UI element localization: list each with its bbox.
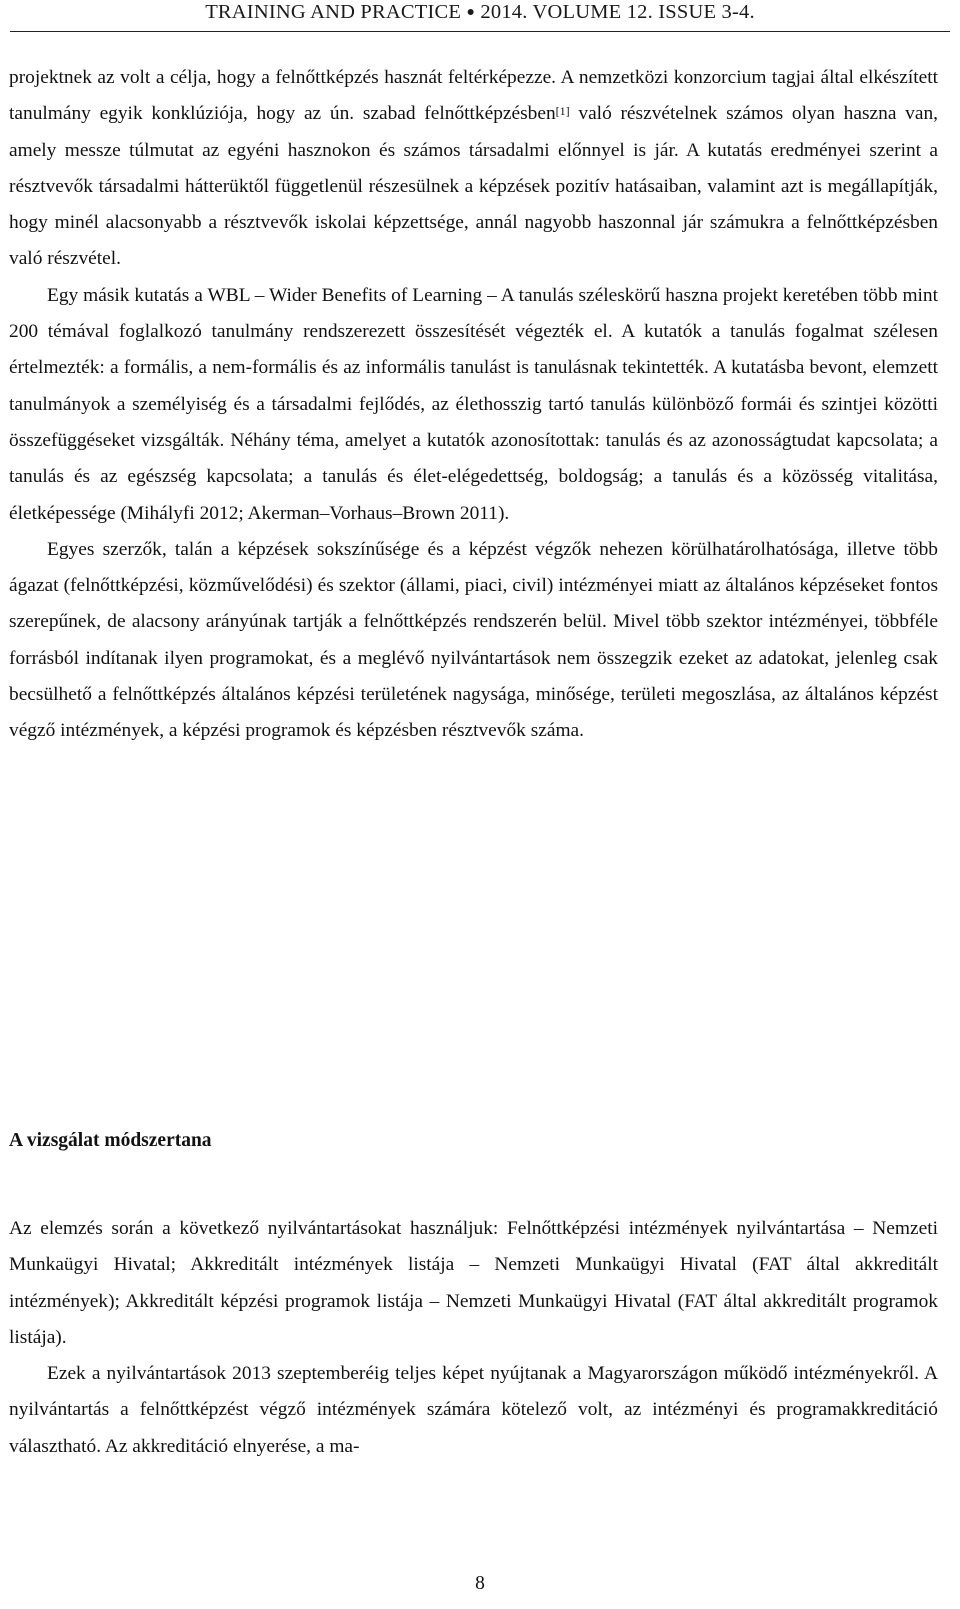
- body-text-lower: [9, 1211, 938, 1465]
- body-text-upper: [9, 60, 938, 750]
- page-number: 8: [475, 1573, 485, 1594]
- paragraph-authors: Egyes szerzők, talán a képzések sokszínűsége és a képzést végzők nehezen körülhatárolhatósága, illetve több ágazat (felnőttképzési, közművelődési) és szektor (állami, piaci, civil) intézményei miatt az általános képzéseket fontos szerepűnek, de alacsony arányúnak tartják a felnőttképzés rendszerén belül. Mivel több szektor intézményei, többféle forrásból indítanak ilyen programokat, és a meglévő nyilvántartások nem összegzik ezeket az adatokat, jelenleg csak becsülhető a felnőttképzés általános képzési területének nagysága, minősége, területi megoszlása, az általános képzést végző intézmények, a képzési programok és képzésben résztvevők száma.: [9, 538, 938, 742]
- paragraph-methods: Az elemzés során a következő nyilvántartásokat használjuk: Felnőttképzési intézmények nyilvántartása – Nemzeti Munkaügyi Hivatal; Akkreditált intézmények listája – Nemzeti Munkaügyi Hivatal (FAT által akkreditált intézmények); Akkreditált képzési programok listája – Nemzeti Munkaügyi Hivatal (FAT által akkreditált programok listája).: [9, 1218, 938, 1348]
- header-rule: [10, 31, 950, 32]
- section-heading: A vizsgálat módszertana: [9, 1130, 212, 1151]
- footnote-marker[interactable]: [1]: [555, 104, 570, 119]
- paragraph-1-text-a: projektnek az volt a célja, hogy a felnőttképzés hasznát feltérképezze. A nemzetközi konzorcium tagjai által elkészített tanulmány egyik konklúziója, hogy az ún. szabad felnőttképzésben: [9, 67, 938, 125]
- bullet-separator: ●: [466, 5, 476, 20]
- paragraph-registries: Ezek a nyilvántartások 2013 szeptemberéig teljes képet nyújtanak a Magyarországon működő intézményekről. A nyilvántartás a felnőttképzést végző intézmények számára kötelező volt, az intézményi és programakkreditáció választható. Az akkreditáció elnyerése, a ma-: [9, 1363, 938, 1457]
- paragraph-wbl: Egy másik kutatás a WBL – Wider Benefits of Learning – A tanulás széleskörű haszna projekt keretében több mint 200 témával foglalkozó tanulmány rendszerezett összesítését végezték el. A kutatók a tanulás fogalmat szélesen értelmezték: a formális, a nem-formális és az informális tanulást is tanulásnak tekintették. A kutatásba bevont, elemzett tanulmányok a személyiség és a társadalmi fejlődés, az élethosszig tartó tanulás különböző formái és szintjei közötti összefüggéseket vizsgálták. Néhány téma, amelyet a kutatók azonosítottak: tanulás és az azonosságtudat kapcsolata; a tanulás és az egészség kapcsolata; a tanulás és élet-elégedettség, boldogság; a tanulás és a közösség vitalitása, életképessége (Mihályfi 2012; Akerman–Vorhaus–Brown 2011).: [9, 284, 938, 524]
- issue-info: 2014. VOLUME 12. ISSUE 3-4.: [480, 1, 755, 23]
- paragraph-1-text-b: való részvételnek számos olyan haszna van, amely messze túlmutat az egyéni hasznokon és számos társadalmi előnnyel is jár. A kutatás eredményei szerint a résztvevők társadalmi hátterüktől függetlenül részesülnek a képzések pozitív hatásaiban, valamint azt is megállapítják, hogy minél alacsonyabb a résztvevők iskolai képzettsége, annál nagyobb haszonnal jár számukra a felnőttképzésben való részvétel.: [9, 103, 938, 270]
- journal-name: TRAINING AND PRACTICE: [205, 1, 462, 23]
- running-header: [0, 0, 960, 30]
- paragraph-continued: [9, 60, 938, 278]
